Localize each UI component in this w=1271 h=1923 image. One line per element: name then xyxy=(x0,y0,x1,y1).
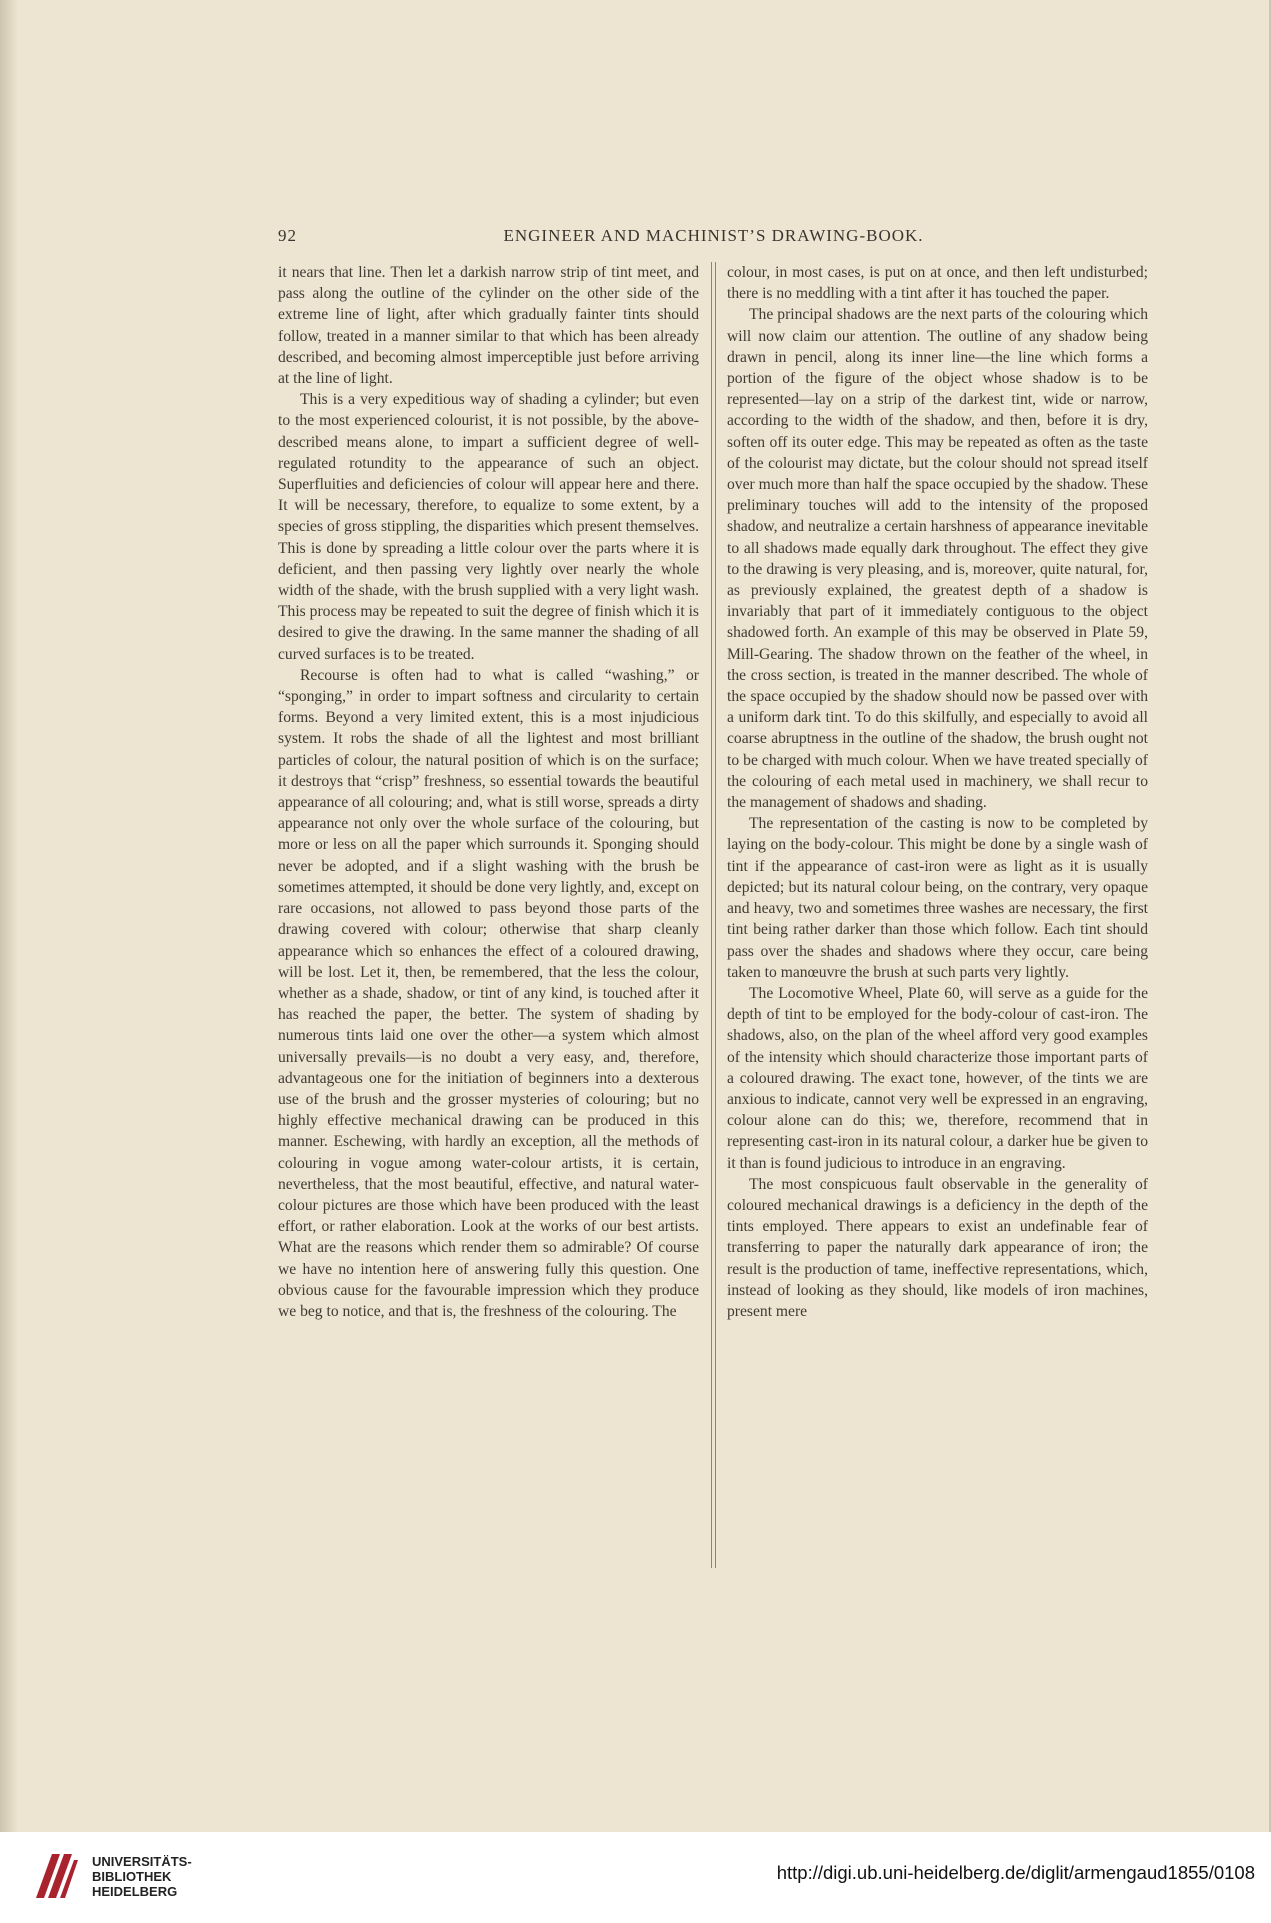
paragraph: The most conspicuous fault observable in the generality of coloured mechanical drawings is a deficiency in the depth of the tints employed. There appears to exist an undefinable fear of transferring to paper the naturally dark appearance of iron; the result is the production of tame, ineffective representations, which, instead of looking as they should, like models of iron machines, present mere xyxy=(727,1175,1148,1320)
paragraph: The principal shadows are the next parts of the colouring which will now claim our attention. The outline of any shadow being drawn in pencil, along its inner line—the line which forms a portion of the figure of the object whose shadow is to be represented—lay on a strip of the darkest tint, wide or narrow, according to the width of the shadow, and then, before it is dry, soften off its outer edge. This may be repeated as often as the taste of the colourist may dictate, but the colour should not spread itself over much more than half the space occupied by the shadow. These preliminary touches will add to the intensity of the proposed shadow, and neutralize a certain harshness of appearance inevitable to all shadows made equally dark throughout. The effect they give to the drawing is very pleasing, and is, moreover, quite natural, for, as previously explained, the greatest depth of a shadow is invariably that part of it immediately contiguous to the object shadowed forth. An example of this may be observed in Plate 59, Mill-Gearing. The shadow thrown on the feather of the wheel, in the cross section, is treated in the manner described. The whole of the space occupied by the shadow should now be passed over with a uniform dark tint. To do this skilfully, and especially to avoid all coarse abruptness in the outline of the shadow, the brush ought not to be charged with much colour. When we have treated specially of the colouring of each metal used in machinery, we shall recur to the management of shadows and shading. xyxy=(727,306,1148,812)
page-header-title: ENGINEER AND MACHINIST’S DRAWING-BOOK. xyxy=(503,226,924,245)
source-url[interactable]: http://digi.ub.uni-heidelberg.de/diglit/armengaud1855/0108 xyxy=(776,1862,1255,1883)
column-divider xyxy=(715,262,716,1568)
library-logo-icon xyxy=(30,1848,80,1904)
column-divider xyxy=(711,262,712,1568)
page-number: 92 xyxy=(278,226,297,245)
paragraph: colour, in most cases, is put on at once, and then left undisturbed; there is no meddling with a tint after it has touched the paper. xyxy=(727,264,1148,303)
library-footer xyxy=(0,1832,1271,1923)
left-text-column xyxy=(278,262,699,1568)
right-text-column xyxy=(727,262,1148,1568)
paragraph: The Locomotive Wheel, Plate 60, will serve as a guide for the depth of tint to be employed for the body-colour of cast-iron. The shadows, also, on the plan of the wheel afford very good examples of the intensity which should characterize those important parts of a coloured drawing. The exact tone, however, of the tints we are anxious to indicate, cannot very well be expressed in an engraving, colour alone can do this; we, therefore, recommend that in representing cast-iron in its natural colour, a darker hue be given to it than is found judicious to introduce in an engraving. xyxy=(727,984,1148,1172)
running-head xyxy=(278,226,1149,252)
library-name: UNIVERSITÄTS- BIBLIOTHEK HEIDELBERG xyxy=(92,1854,192,1899)
page-edge-shadow xyxy=(0,0,18,1832)
paragraph: it nears that line. Then let a darkish narrow strip of tint meet, and pass along the outline of the cylinder on the other side of the extreme line of light, after which gradually fainter tints should follow, treated in a manner similar to that which has been already described, and becoming almost imperceptible just before arriving at the line of light. xyxy=(278,264,699,388)
paragraph: The representation of the casting is now to be completed by laying on the body-colour. This might be done by a single wash of tint if the appearance of cast-iron were as light as it is usually depicted; but its natural colour being, on the contrary, very opaque and heavy, two and sometimes three washes are necessary, the first tint being rather darker than those which follow. Each tint should pass over the shades and shadows where they occur, care being taken to manœuvre the brush at such parts very lightly. xyxy=(727,815,1148,981)
paragraph: This is a very expeditious way of shading a cylinder; but even to the most experienced colourist, it is not possible, by the above-described means alone, to impart a sufficient degree of well-regulated rotundity to the appearance of such an object. Superfluities and deficiencies of colour will appear here and there. It will be necessary, therefore, to equalize to some extent, by a species of gross stippling, the disparities which present themselves. This is done by spreading a little colour over the parts where it is deficient, and then passing very lightly over nearly the whole width of the shade, with the brush supplied with a very light wash. This process may be repeated to suit the degree of finish which it is desired to give the drawing. In the same manner the shading of all curved surfaces is to be treated. xyxy=(278,391,699,663)
paragraph: Recourse is often had to what is called “washing,” or “sponging,” in order to impart softness and circularity to certain forms. Beyond a very limited extent, this is a most injudicious system. It robs the shade of all the lightest and most brilliant particles of colour, the natural position of which is on the surface; it destroys that “crisp” freshness, so essential towards the beautiful appearance of all colouring; and, what is still worse, spreads a dirty appearance not only over the whole surface of the colouring, but more or less on all the paper which surrounds it. Sponging should never be adopted, and if a slight washing with the brush be sometimes attempted, it should be done very lightly, and, except on rare occasions, not allowed to pass beyond those parts of the drawing covered with colour; otherwise that sharp cleanly appearance which so enhances the effect of a coloured drawing, will be lost. Let it, then, be remembered, that the less the colour, whether as a shade, shadow, or tint of any kind, is touched after it has reached the paper, the better. The system of shading by numerous tints laid one over the other—a system which almost universally prevails—is no doubt a very easy, and, therefore, advantageous one for the initiation of beginners into a dexterous use of the brush and the grosser mysteries of colouring; but no highly effective mechanical drawing can be produced in this manner. Eschewing, with hardly an exception, all the methods of colouring in vogue among water-colour artists, it is certain, nevertheless, that the most beautiful, effective, and natural water-colour pictures are those which have been produced with the least effort, or rather elaboration. Look at the works of our best artists. What are the reasons which render them so admirable? Of course we have no intention here of answering fully this question. One obvious cause for the favourable impression which they produce we beg to notice, and that is, the freshness of the colouring. The xyxy=(278,666,699,1320)
